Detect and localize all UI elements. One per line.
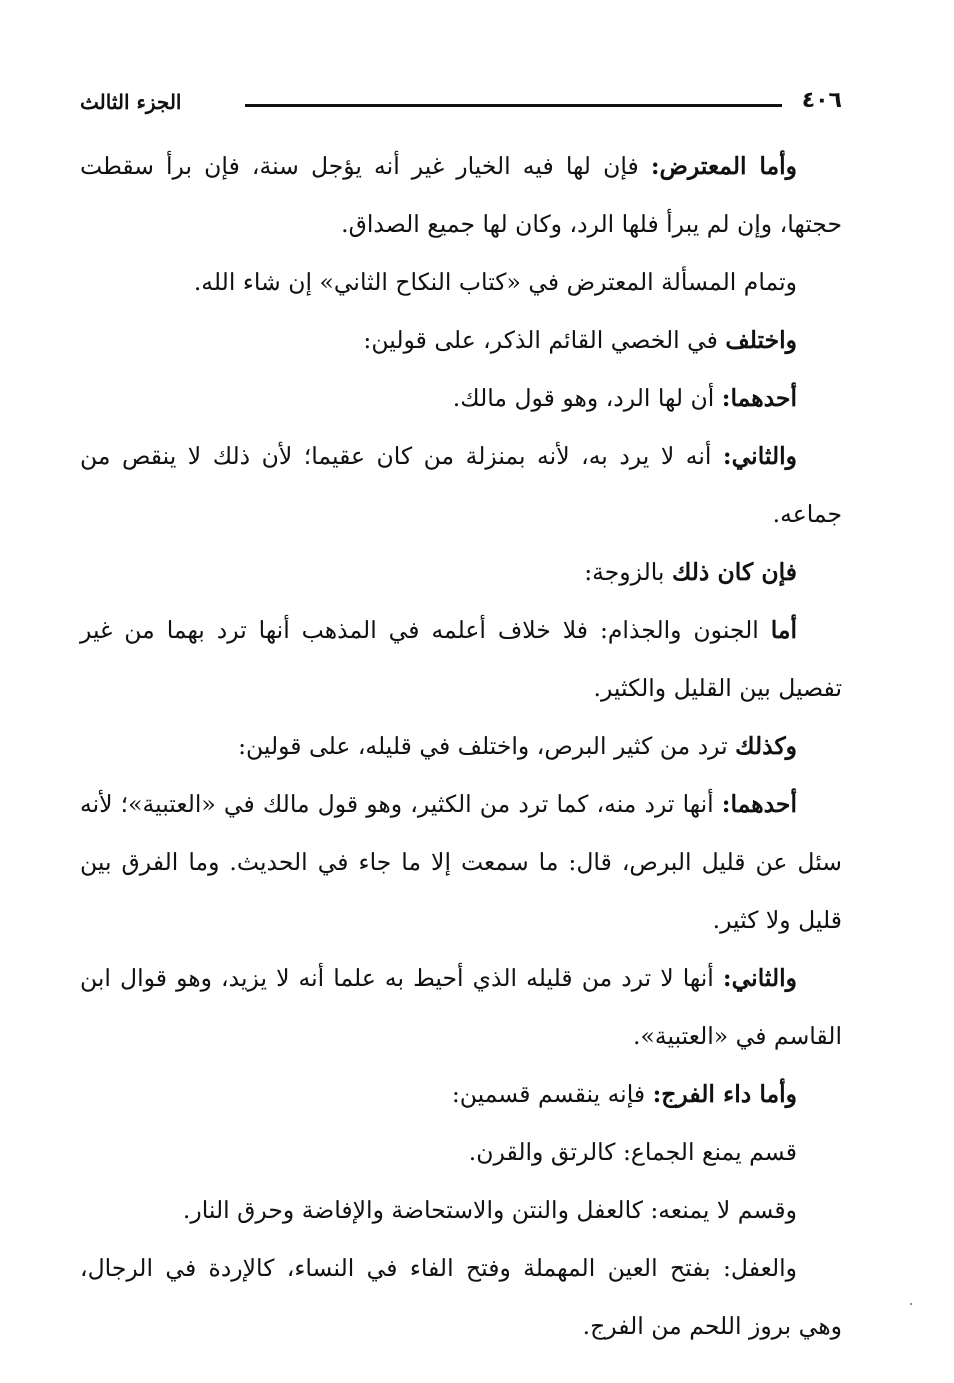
paragraph	[80, 543, 842, 601]
paragraph-text: فإن لها فيه الخيار غير أنه يؤجل سنة، فإن برأ سقطت حجتها، وإن لم يبرأ فلها الرد، وكان لها جميع الصداق.	[80, 152, 842, 238]
paragraph	[80, 949, 842, 1065]
paragraph-lead: أحدهما:	[721, 790, 797, 818]
paragraph-text: وقسم لا يمنعه: كالعفل والنتن والاستحاضة والإفاضة وحرق النار.	[182, 1196, 797, 1224]
paragraph-text: ترد من كثير البرص، واختلف في قليله، على قولين:	[238, 732, 736, 760]
page-header	[80, 88, 842, 118]
paragraph	[80, 369, 842, 427]
paragraph	[80, 1181, 842, 1239]
paragraph	[80, 427, 842, 543]
paragraph-text: بالزوجة:	[584, 558, 672, 586]
paragraph-text: أنها لا ترد من قليله الذي أحيط به علما أنه لا يزيد، وهو قوال ابن القاسم في «العتبية».	[80, 964, 842, 1050]
running-title: الجزء الثالث	[80, 90, 182, 114]
page-number: ٤٠٦	[801, 88, 842, 113]
paragraph-lead: والثاني:	[722, 964, 797, 992]
paragraph-lead: وأما داء الفرج:	[652, 1080, 797, 1108]
paragraph-text: في الخصي القائم الذكر، على قولين:	[363, 326, 726, 354]
paragraph-lead: أما	[770, 616, 797, 644]
paragraph	[80, 717, 842, 775]
paragraph	[80, 601, 842, 717]
paragraph	[80, 137, 842, 253]
paragraph-text: وتمام المسألة المعترض في «كتاب النكاح الثاني» إن شاء الله.	[193, 268, 797, 296]
paragraph-text: أنها ترد منه، كما ترد من الكثير، وهو قول مالك في «العتبية»؛ لأنه سئل عن قليل البرص، قال: ما سمعت إلا ما جاء في الحديث. وما الفرق بين قليل ولا كثير.	[80, 790, 842, 934]
paragraph-lead: واختلف	[725, 326, 797, 354]
paragraph-text: والعفل: بفتح العين المهملة وفتح الفاء في النساء، كالإردة في الرجال، وهي بروز اللحم من الفرج.	[80, 1254, 842, 1340]
paragraph-lead: وكذلك	[735, 732, 797, 760]
paragraph	[80, 1123, 842, 1181]
paragraph	[80, 1065, 842, 1123]
paragraph-text: قسم يمنع الجماع: كالرتق والقرن.	[468, 1138, 797, 1166]
scan-speck	[910, 1303, 912, 1305]
header-rule	[245, 104, 782, 107]
paragraph	[80, 775, 842, 949]
body-text	[80, 137, 842, 1355]
paragraph-text: فإنه ينقسم قسمين:	[451, 1080, 653, 1108]
paragraph	[80, 311, 842, 369]
paragraph-lead: والثاني:	[722, 442, 797, 470]
paragraph-text: الجنون والجذام: فلا خلاف أعلمه في المذهب أنها ترد بهما من غير تفصيل بين القليل والكثير.	[80, 616, 842, 702]
paragraph-lead: فإن كان ذلك	[671, 558, 797, 586]
paragraph-lead: أحدهما:	[721, 384, 797, 412]
paragraph	[80, 1239, 842, 1355]
paragraph-text: أنه لا يرد به، لأنه بمنزلة من كان عقيما؛ لأن ذلك لا ينقص من جماعه.	[80, 442, 842, 528]
paragraph	[80, 253, 842, 311]
paragraph-lead: وأما المعترض:	[650, 152, 797, 180]
paragraph-text: أن لها الرد، وهو قول مالك.	[452, 384, 722, 412]
